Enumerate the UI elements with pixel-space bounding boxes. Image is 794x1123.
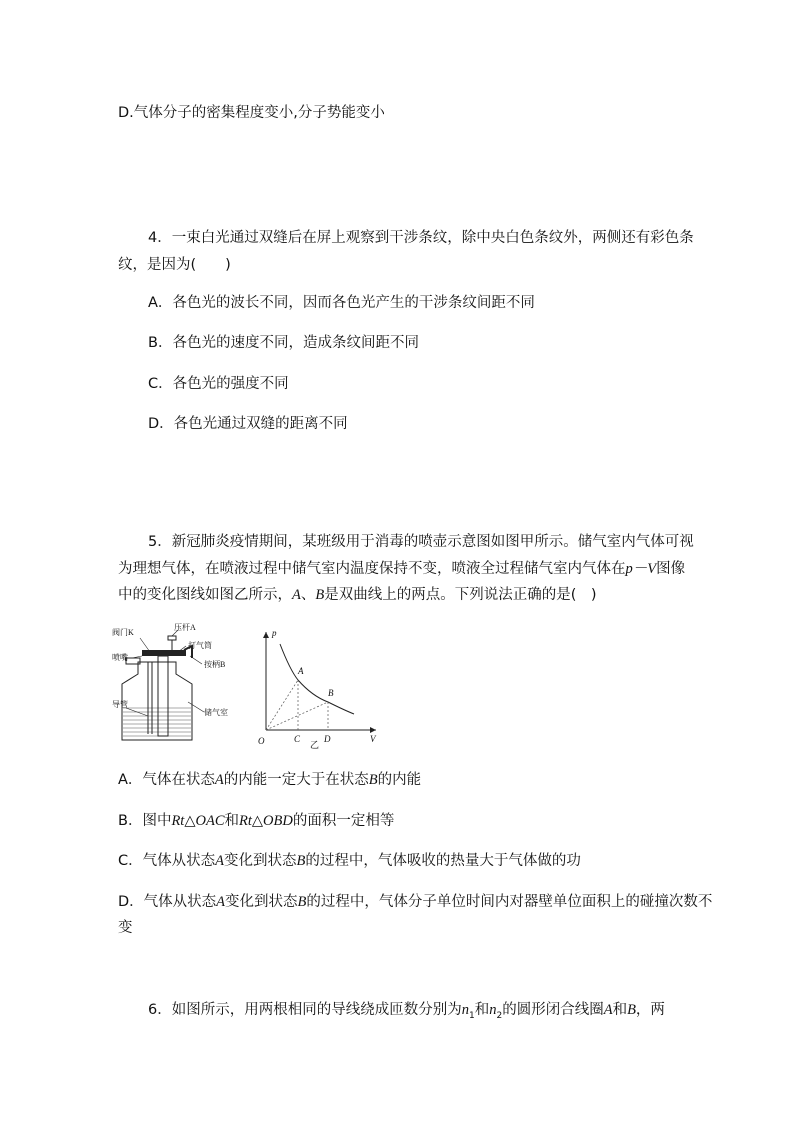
pv-graph-figure: [256, 622, 386, 750]
label-nozzle: 喷嘴: [112, 653, 128, 662]
label-press-rod: 压杆A: [174, 623, 196, 632]
label-tube: 导管: [112, 700, 128, 709]
tick-c-label: C: [294, 734, 301, 744]
q4-option-c: C．各色光的强度不同: [148, 376, 289, 392]
tick-d-label: D: [324, 734, 331, 744]
q5-option-d-cont: 变: [118, 920, 133, 936]
q3-option-d: D.气体分子的密集程度变小,分子势能变小: [118, 105, 385, 121]
label-pump: 打气筒: [188, 641, 212, 650]
sprayer-figure: [112, 622, 252, 750]
x-axis-label: V: [370, 734, 376, 744]
q5-option-a: A．气体在状态A的内能一定大于在状态B的内能: [118, 772, 422, 788]
y-axis-label: p: [272, 628, 277, 638]
q6-stem-line1: 6．如图所示，用两根相同的导线绕成匝数分别为$n_1$和$n_2$的圆形闭合线圈A和B，两: [148, 1002, 665, 1021]
point-a-label: A: [298, 666, 304, 676]
q5-option-b: B．图中Rt△OAC和Rt△OBD的面积一定相等: [118, 813, 395, 829]
caption-yi: 乙: [310, 740, 320, 750]
q5-stem-line2: 为理想气体，在喷液过程中储气室内温度保持不变，喷液全过程储气室内气体在p－V图像: [118, 561, 686, 577]
q4-stem-line2: 纹，是因为( ): [118, 257, 231, 273]
label-chamber: 储气室: [204, 708, 228, 717]
point-b-label: B: [328, 688, 334, 698]
q4-option-a: A．各色光的波长不同，因而各色光产生的干涉条纹间距不同: [148, 295, 535, 311]
q5-option-c: C．气体从状态A变化到状态B的过程中，气体吸收的热量大于气体做的功: [118, 853, 581, 869]
q4-stem-line1: 4．一束白光通过双缝后在屏上观察到干涉条纹，除中央白色条纹外，两侧还有彩色条: [148, 230, 694, 246]
label-handle: 按柄B: [204, 660, 226, 669]
q4-option-b: B．各色光的速度不同，造成条纹间距不同: [148, 335, 419, 351]
q5-stem-line1: 5．新冠肺炎疫情期间，某班级用于消毒的喷壶示意图如图甲所示。储气室内气体可视: [148, 534, 694, 550]
q4-option-d: D．各色光通过双缝的距离不同: [148, 416, 348, 432]
label-valve: 阀门K: [112, 628, 134, 637]
q5-stem-line3: 中的变化图线如图乙所示，A、B是双曲线上的两点。下列说法正确的是( ): [118, 587, 597, 603]
origin-label: O: [258, 736, 265, 746]
q5-option-d: D．气体从状态A变化到状态B的过程中，气体分子单位时间内对器壁单位面积上的碰撞次数不: [118, 894, 713, 910]
